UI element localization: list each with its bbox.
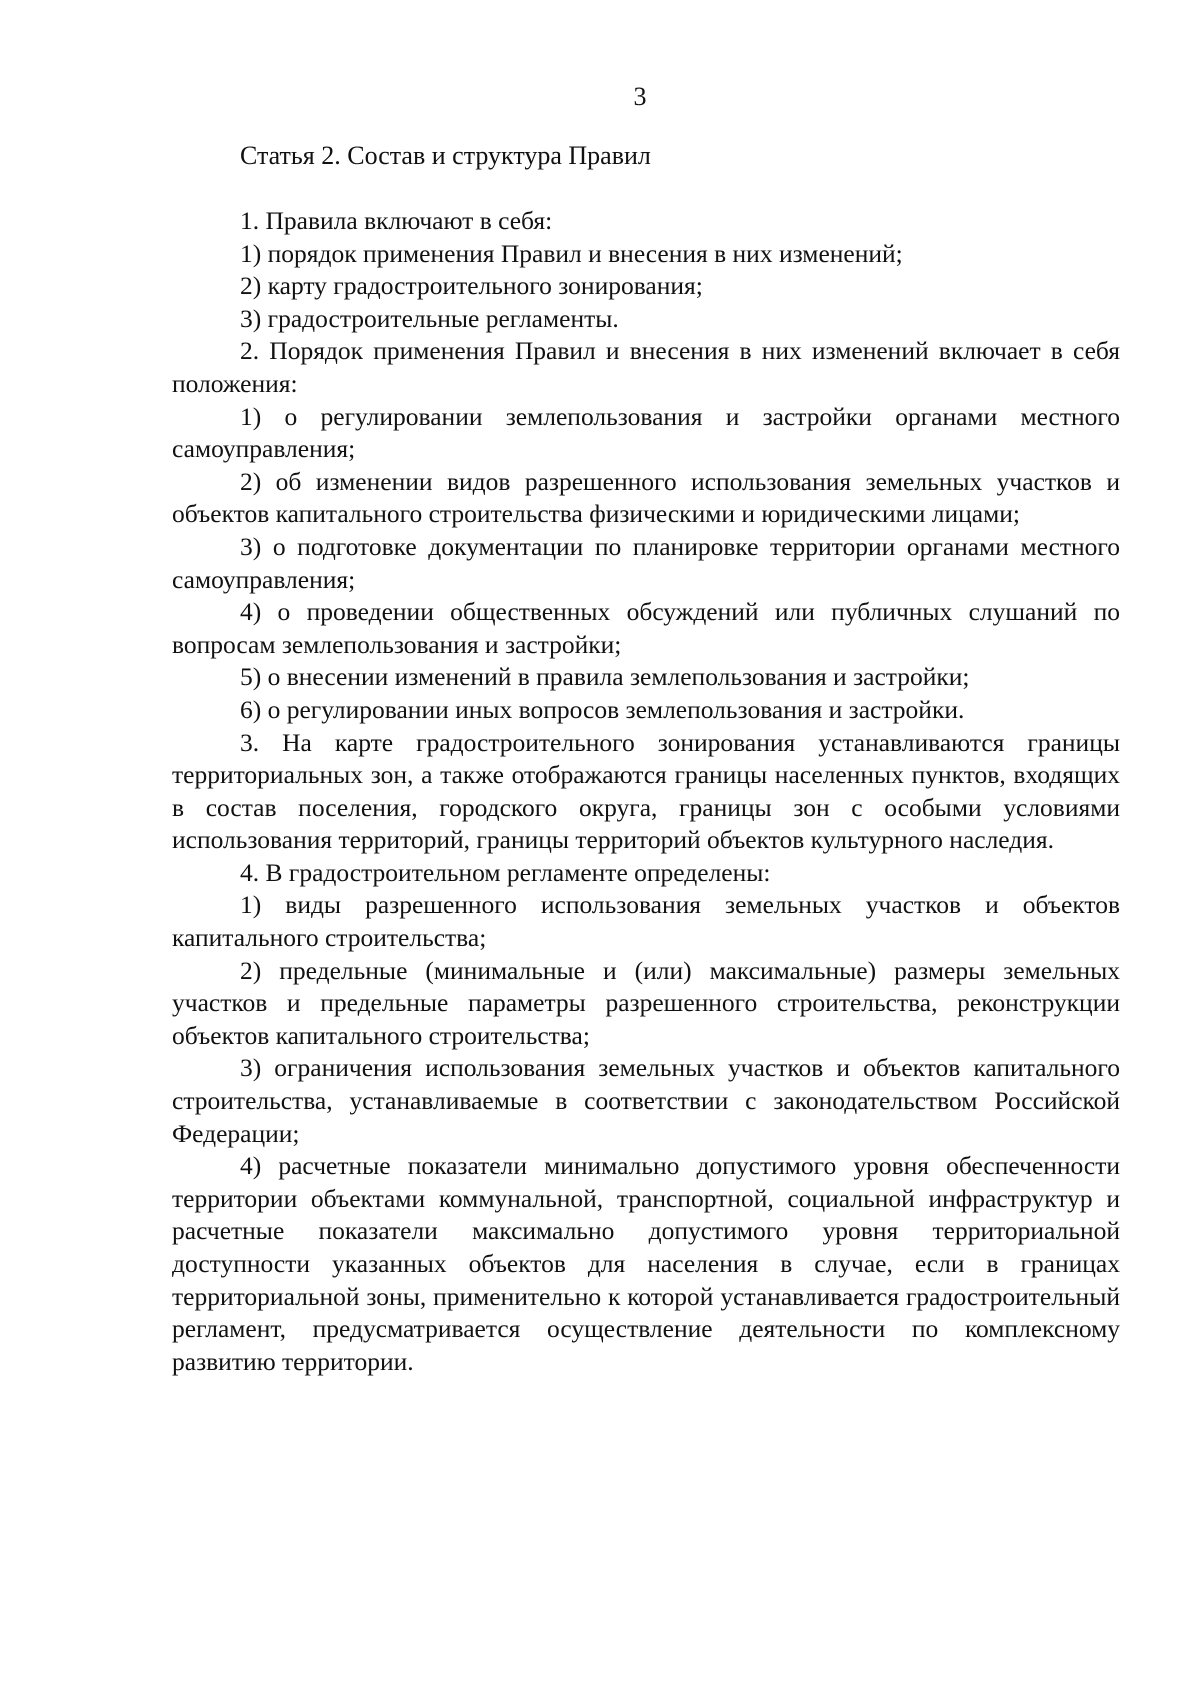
paragraph: 3) о подготовке документации по планировке территории органами местного самоуправления;	[172, 531, 1120, 594]
paragraph: 4) о проведении общественных обсуждений или публичных слушаний по вопросам землепользования и застройки;	[172, 597, 1120, 659]
paragraph: 6) о регулировании иных вопросов землепользования и застройки.	[240, 694, 965, 724]
paragraph: 3) градостроительные регламенты.	[240, 303, 619, 333]
paragraph: 3) ограничения использования земельных участков и объектов капитального строительства, устанавливаемые в соответствии с законодательством Российской Федерации;	[172, 1053, 1120, 1148]
paragraph: 2. Порядок применения Правил и внесения в них изменений включает в себя положения:	[172, 336, 1120, 398]
paragraph: 1) виды разрешенного использования земельных участков и объектов капитального строительства;	[172, 890, 1120, 953]
paragraph: 2) карту градостроительного зонирования;	[240, 271, 703, 301]
paragraph: 1) о регулировании землепользования и застройки органами местного самоуправления;	[172, 401, 1120, 464]
paragraph: 2) об изменении видов разрешенного использования земельных участков и объектов капитального строительства физическими и юридическими лицами;	[172, 466, 1120, 529]
page-number: 3	[633, 82, 647, 111]
paragraph: 1. Правила включают в себя:	[240, 206, 553, 235]
paragraph: 5) о внесении изменений в правила землепользования и застройки;	[240, 662, 970, 692]
article-title: Статья 2. Состав и структура Правил	[240, 141, 651, 170]
article-body	[172, 205, 1120, 1378]
paragraph: 4. В градостроительном регламенте определены:	[240, 857, 771, 887]
paragraph: 1) порядок применения Правил и внесения в них изменений;	[240, 238, 903, 268]
paragraph: 4) расчетные показатели минимально допустимого уровня обеспеченности территории объектами коммунальной, транспортной, социальной инфраструктур и расчетные показатели максимально допустимого уровня территориальной доступности указанных объектов для населения в случае, если в границах территориальной зоны, применительно к которой устанавливается градостроительный регламент, предусматривается осуществление деятельности по комплексному развитию территории.	[172, 1151, 1120, 1376]
paragraph: 3. На карте градостроительного зонирования устанавливаются границы территориальных зон, а также отображаются границы населенных пунктов, входящих в состав поселения, городского округа, границы зон с особыми условиями использования территорий, границы территорий объектов культурного наследия.	[172, 727, 1120, 855]
paragraph: 2) предельные (минимальные и (или) максимальные) размеры земельных участков и предельные параметры разрешенного строительства, реконструкции объектов капитального строительства;	[172, 955, 1120, 1050]
